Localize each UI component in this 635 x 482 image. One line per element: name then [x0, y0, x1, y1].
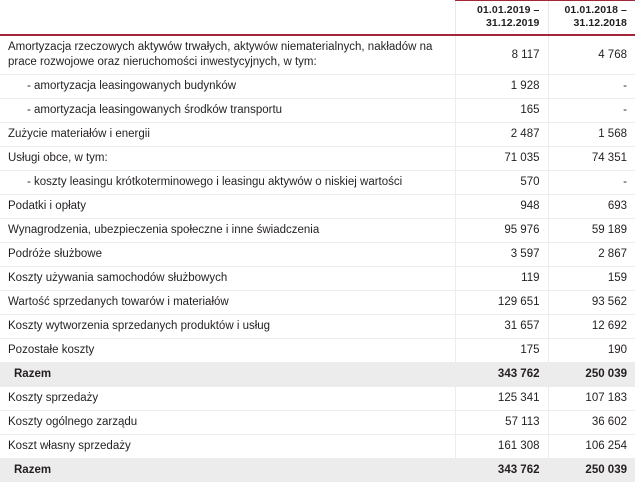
row-value-2019: 343 762	[455, 459, 548, 482]
table-row	[0, 35, 635, 75]
row-value-2018: 74 351	[548, 147, 635, 171]
row-value-2019: 57 113	[455, 411, 548, 435]
row-value-2018: 36 602	[548, 411, 635, 435]
row-value-2019: 71 035	[455, 147, 548, 171]
row-value-2019: 3 597	[455, 243, 548, 267]
table-body	[0, 35, 635, 482]
row-value-2019: 161 308	[455, 435, 548, 459]
header-period-2019-line1: 01.01.2019 –	[477, 4, 540, 16]
row-description: Koszty wytworzenia sprzedanych produktów i usług	[0, 315, 455, 339]
table-row	[0, 339, 635, 363]
row-description: Usługi obce, w tym:	[0, 147, 455, 171]
row-value-2018: 159	[548, 267, 635, 291]
row-description: Pozostałe koszty	[0, 339, 455, 363]
row-value-2019: 2 487	[455, 123, 548, 147]
row-description: - amortyzacja leasingowanych budynków	[0, 75, 455, 99]
row-value-2018: 59 189	[548, 219, 635, 243]
table-row	[0, 315, 635, 339]
table-row	[0, 147, 635, 171]
table-row	[0, 267, 635, 291]
row-value-2019: 129 651	[455, 291, 548, 315]
table-row	[0, 363, 635, 387]
row-value-2019: 948	[455, 195, 548, 219]
row-value-2018: 250 039	[548, 363, 635, 387]
table-header	[0, 1, 635, 36]
table-row	[0, 243, 635, 267]
header-period-2018-line2: 31.12.2018	[573, 17, 627, 29]
header-description-cell	[0, 1, 455, 36]
row-value-2019: 8 117	[455, 35, 548, 75]
row-value-2018: 693	[548, 195, 635, 219]
header-row	[0, 1, 635, 36]
row-description: Zużycie materiałów i energii	[0, 123, 455, 147]
row-value-2018: 106 254	[548, 435, 635, 459]
row-value-2019: 119	[455, 267, 548, 291]
row-value-2019: 31 657	[455, 315, 548, 339]
row-value-2019: 570	[455, 171, 548, 195]
row-value-2018: 190	[548, 339, 635, 363]
row-description: Amortyzacja rzeczowych aktywów trwałych, aktywów niematerialnych, nakładów na prace rozwojowe oraz nieruchomości inwestycyjnych, w tym:	[0, 35, 455, 75]
row-description: Koszty używania samochodów służbowych	[0, 267, 455, 291]
table-row	[0, 435, 635, 459]
table-row	[0, 75, 635, 99]
header-period-2018-line1: 01.01.2018 –	[564, 4, 627, 16]
row-value-2018: 250 039	[548, 459, 635, 482]
header-period-2019-line2: 31.12.2019	[486, 17, 540, 29]
row-value-2018: 2 867	[548, 243, 635, 267]
row-value-2019: 95 976	[455, 219, 548, 243]
row-value-2018: 4 768	[548, 35, 635, 75]
row-description: Wynagrodzenia, ubezpieczenia społeczne i inne świadczenia	[0, 219, 455, 243]
row-value-2018: -	[548, 171, 635, 195]
row-value-2018: -	[548, 99, 635, 123]
row-value-2019: 125 341	[455, 387, 548, 411]
row-value-2019: 175	[455, 339, 548, 363]
table-row	[0, 123, 635, 147]
row-description: Wartość sprzedanych towarów i materiałów	[0, 291, 455, 315]
table-row	[0, 291, 635, 315]
header-period-2019	[455, 1, 548, 36]
table-row	[0, 219, 635, 243]
table-row	[0, 387, 635, 411]
table-row	[0, 99, 635, 123]
row-description: Koszty sprzedaży	[0, 387, 455, 411]
row-description: - koszty leasingu krótkoterminowego i leasingu aktywów o niskiej wartości	[0, 171, 455, 195]
row-description: Razem	[0, 459, 455, 482]
row-description: Koszty ogólnego zarządu	[0, 411, 455, 435]
row-value-2019: 1 928	[455, 75, 548, 99]
row-value-2018: 1 568	[548, 123, 635, 147]
row-value-2018: 107 183	[548, 387, 635, 411]
row-description: - amortyzacja leasingowanych środków transportu	[0, 99, 455, 123]
row-value-2019: 165	[455, 99, 548, 123]
row-description: Podatki i opłaty	[0, 195, 455, 219]
row-description: Razem	[0, 363, 455, 387]
table-row	[0, 459, 635, 482]
header-period-2018	[548, 1, 635, 36]
row-value-2019: 343 762	[455, 363, 548, 387]
row-value-2018: 12 692	[548, 315, 635, 339]
table-row	[0, 411, 635, 435]
row-value-2018: 93 562	[548, 291, 635, 315]
row-value-2018: -	[548, 75, 635, 99]
table-row	[0, 171, 635, 195]
row-description: Koszt własny sprzedaży	[0, 435, 455, 459]
table-row	[0, 195, 635, 219]
row-description: Podróże służbowe	[0, 243, 455, 267]
